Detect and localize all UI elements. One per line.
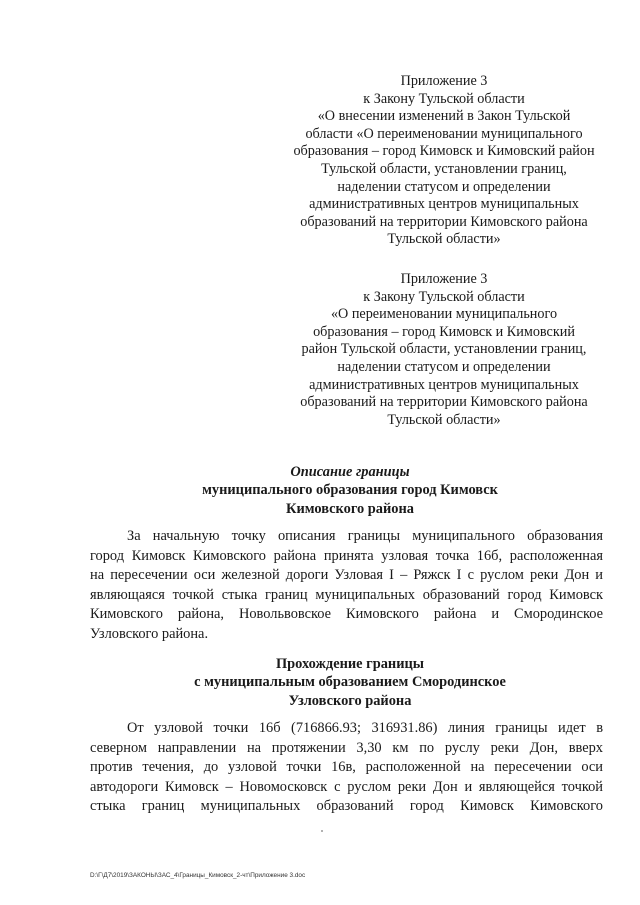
appendix-line: Приложение 3 — [400, 271, 488, 287]
paragraph-line: автодороги Кимовск – Новомосковск с руслом реки Дон и являющейся точкой — [90, 778, 603, 795]
paragraph-line: северном направлении на протяжении 3,30 км по руслу реки Дон, вверх — [90, 739, 603, 756]
section-heading-line: с муниципальным образованием Смородинское — [194, 674, 506, 691]
section-subtitle-line: муниципального образования город Кимовск — [202, 482, 498, 499]
appendix-line: образования – город Кимовск и Кимовский — [313, 323, 575, 340]
appendix-line: Тульской области» — [387, 231, 501, 248]
paragraph-line: на пересечении оси железной дороги Узловая I – Ряжск I с руслом реки Дон и — [90, 567, 603, 584]
footer-file-path: D:\Г\Д7\2019\ЗАКОНЫ\ЗАС_4\Границы_Кимовск_2-чт\Приложение 3.doc — [90, 872, 306, 879]
appendix-line: административных центров муниципальных — [309, 376, 579, 393]
paragraph-line: Кимовского района, Новольвовское Кимовского района и Смородинское — [90, 606, 603, 623]
scan-artifact — [321, 830, 323, 832]
paragraph-boundary-route — [90, 719, 603, 817]
appendix-line: «О переименовании муниципального — [330, 306, 558, 323]
paragraph-line: стыка границ муниципальных образований город Кимовск Кимовского — [90, 798, 603, 815]
paragraph-line: являющаяся точкой стыка границ муниципальных образований город Кимовск — [90, 586, 603, 603]
appendix-line: Приложение 3 — [400, 73, 488, 89]
paragraph-line: город Кимовск Кимовского района принята узловая точка 16б, расположенная — [90, 547, 603, 564]
appendix-line: район Тульской области, установлении границ, — [301, 341, 587, 358]
appendix-line: к Закону Тульской области — [363, 90, 525, 107]
paragraph-starting-point — [90, 527, 603, 645]
appendix-line: области «О переименовании муниципального — [305, 125, 583, 142]
appendix-line: «О внесении изменений в Закон Тульской — [317, 108, 571, 125]
paragraph-line: От узловой точки 16б (716866.93; 316931.86) линия границы идет в — [127, 720, 603, 736]
appendix-header-current — [288, 73, 600, 249]
section-title: Описание границы — [290, 464, 410, 480]
paragraph-line: против течения, до узловой точки 16в, расположенной на пересечении оси — [90, 759, 603, 776]
appendix-header-original — [288, 271, 600, 429]
appendix-line: к Закону Тульской области — [363, 288, 525, 305]
appendix-line: Тульской области, установлении границ, — [321, 160, 567, 177]
appendix-line: образований на территории Кимовского района — [300, 394, 588, 411]
paragraph-line: За начальную точку описания границы муниципального образования — [127, 528, 603, 544]
section-heading-boundary — [90, 655, 610, 710]
appendix-line: наделении статусом и определении — [337, 178, 551, 195]
appendix-line: Тульской области» — [387, 411, 501, 428]
section-subtitle-line: Кимовского района — [286, 500, 414, 517]
section-heading-line: Узловского района — [288, 692, 412, 709]
appendix-line: образований на территории Кимовского района — [300, 213, 588, 230]
appendix-line: образования – город Кимовск и Кимовский район — [293, 143, 595, 160]
appendix-line: административных центров муниципальных — [309, 196, 579, 213]
section-heading-line: Прохождение границы — [275, 656, 425, 672]
paragraph-line: Узловского района. — [90, 625, 209, 642]
section-heading-description — [90, 463, 610, 518]
appendix-line: наделении статусом и определении — [337, 358, 551, 375]
